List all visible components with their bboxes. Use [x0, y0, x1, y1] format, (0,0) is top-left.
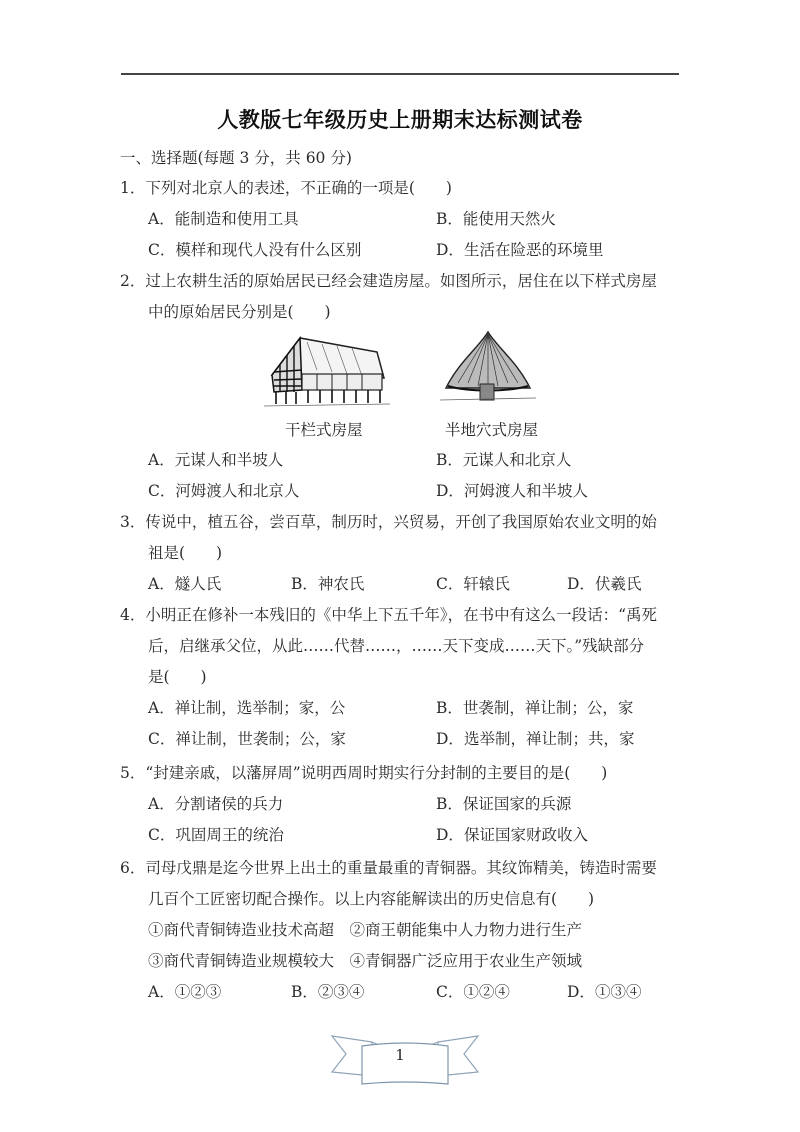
- section-heading: 一、选择题(每题 3 分，共 60 分): [120, 149, 352, 167]
- option-text: 能使用天然火: [462, 210, 556, 228]
- statement-line: ③商代青铜铸造业规模较大 ④青铜器广泛应用于农业生产领域: [148, 952, 583, 970]
- option-label: D．: [567, 575, 595, 593]
- option-label: B．: [436, 795, 463, 813]
- option-label: A．: [148, 983, 175, 1001]
- option-text: 保证国家财政收入: [463, 826, 588, 844]
- option-label: B．: [436, 699, 463, 717]
- question-stem-cont: 几百个工匠密切配合操作。以上内容能解读出的历史信息有( ): [148, 890, 595, 908]
- question-stem: 传说中，植五谷，尝百草，制历时，兴贸易，开创了我国原始农业文明的始: [145, 513, 657, 531]
- option-text: 能制造和使用工具: [174, 210, 299, 228]
- question-number: 1．: [120, 179, 146, 197]
- option-a[interactable]: [148, 574, 221, 594]
- option-text: 伏羲氏: [594, 575, 642, 593]
- option-c[interactable]: [148, 729, 346, 749]
- option-text: 元谋人和北京人: [462, 451, 572, 469]
- option-a[interactable]: [148, 450, 283, 470]
- header-rule: [121, 73, 679, 75]
- option-label: C．: [148, 482, 176, 500]
- option-label: C．: [436, 983, 464, 1001]
- option-text: 禅让制，选举制；家，公: [174, 699, 346, 717]
- question-stem-cont: 是( ): [148, 668, 207, 686]
- stilt-house-illustration-icon: [262, 330, 392, 410]
- option-label: A．: [148, 795, 175, 813]
- option-b[interactable]: [436, 698, 633, 718]
- page-number: 1: [395, 1046, 405, 1064]
- option-text: 分割诸侯的兵力: [174, 795, 284, 813]
- option-b[interactable]: [291, 982, 364, 1002]
- option-text: ①②④: [463, 983, 510, 1001]
- option-label: A．: [148, 575, 175, 593]
- question-stem-cont: 后，启继承父位，从此……代替……，……天下变成……天下。”残缺部分: [148, 637, 645, 655]
- option-text: 保证国家的兵源: [462, 795, 572, 813]
- question-number: 5．: [120, 764, 146, 782]
- option-d[interactable]: [436, 825, 588, 845]
- option-label: C．: [148, 826, 176, 844]
- option-text: 选举制，禅让制；共，家: [463, 730, 635, 748]
- question-number: 6．: [120, 859, 146, 877]
- option-d[interactable]: [436, 240, 603, 260]
- option-text: ①③④: [594, 983, 642, 1001]
- option-label: A．: [148, 451, 175, 469]
- option-d[interactable]: [436, 729, 634, 749]
- option-label: C．: [148, 241, 176, 259]
- option-label: C．: [436, 575, 464, 593]
- option-text: 轩辕氏: [463, 575, 510, 593]
- option-d[interactable]: [567, 574, 641, 594]
- option-c[interactable]: [148, 825, 284, 845]
- option-b[interactable]: [436, 209, 556, 229]
- question-number: 3．: [120, 513, 146, 531]
- option-a[interactable]: [148, 209, 299, 229]
- option-text: 河姆渡人和半坡人: [463, 482, 588, 500]
- option-a[interactable]: [148, 794, 283, 814]
- option-text: 河姆渡人和北京人: [175, 482, 300, 500]
- option-a[interactable]: [148, 982, 221, 1002]
- option-text: 元谋人和半坡人: [174, 451, 284, 469]
- option-d[interactable]: [436, 481, 588, 501]
- statement-line: ①商代青铜铸造业技术高超 ②商王朝能集中人力物力进行生产: [148, 921, 583, 939]
- question-stem: 司母戊鼎是迄今世界上出土的重量最重的青铜器。其纹饰精美，铸造时需要: [145, 859, 657, 877]
- option-text: ②③④: [317, 983, 365, 1001]
- option-label: D．: [436, 482, 464, 500]
- option-c[interactable]: [436, 982, 510, 1002]
- option-label: D．: [436, 826, 464, 844]
- option-text: 生活在险恶的环境里: [463, 241, 604, 259]
- option-label: A．: [148, 210, 175, 228]
- question-number: 2．: [120, 272, 146, 290]
- option-text: 模样和现代人没有什么区别: [175, 241, 362, 259]
- option-text: 神农氏: [317, 575, 365, 593]
- option-a[interactable]: [148, 698, 345, 718]
- option-text: 禅让制，世袭制；公，家: [175, 730, 346, 748]
- question-stem: 小明正在修补一本残旧的《中华上下五千年》，在书中有这么一段话：“禹死: [145, 606, 658, 624]
- document-title: 人教版七年级历史上册期末达标测试卷: [217, 108, 583, 132]
- option-label: B．: [436, 451, 463, 469]
- question-stem: 下列对北京人的表述，不正确的一项是( ): [145, 179, 452, 197]
- option-label: C．: [148, 730, 176, 748]
- question-stem-cont: 中的原始居民分别是( ): [148, 303, 331, 321]
- figure-caption: 半地穴式房屋: [445, 421, 539, 439]
- option-b[interactable]: [436, 794, 571, 814]
- option-b[interactable]: [436, 450, 571, 470]
- option-d[interactable]: [567, 982, 641, 1002]
- option-label: D．: [567, 983, 595, 1001]
- figure-caption: 干栏式房屋: [285, 421, 363, 439]
- option-c[interactable]: [436, 574, 510, 594]
- option-c[interactable]: [148, 240, 361, 260]
- option-label: D．: [436, 730, 464, 748]
- option-label: B．: [291, 983, 318, 1001]
- option-b[interactable]: [291, 574, 364, 594]
- option-label: A．: [148, 699, 175, 717]
- option-label: B．: [291, 575, 318, 593]
- option-label: B．: [436, 210, 463, 228]
- option-text: 巩固周王的统治: [175, 826, 284, 844]
- question-number: 4．: [120, 606, 146, 624]
- option-label: D．: [436, 241, 464, 259]
- question-stem-cont: 祖是( ): [148, 544, 223, 562]
- question-stem: “封建亲戚，以藩屏周”说明西周时期实行分封制的主要目的是( ): [145, 764, 608, 782]
- option-text: 燧人氏: [174, 575, 222, 593]
- option-text: ①②③: [174, 983, 222, 1001]
- question-stem: 过上农耕生活的原始居民已经会建造房屋。如图所示，居住在以下样式房屋: [145, 272, 657, 290]
- semi-subterranean-hut-illustration-icon: [438, 328, 538, 410]
- option-c[interactable]: [148, 481, 299, 501]
- option-text: 世袭制，禅让制；公，家: [462, 699, 634, 717]
